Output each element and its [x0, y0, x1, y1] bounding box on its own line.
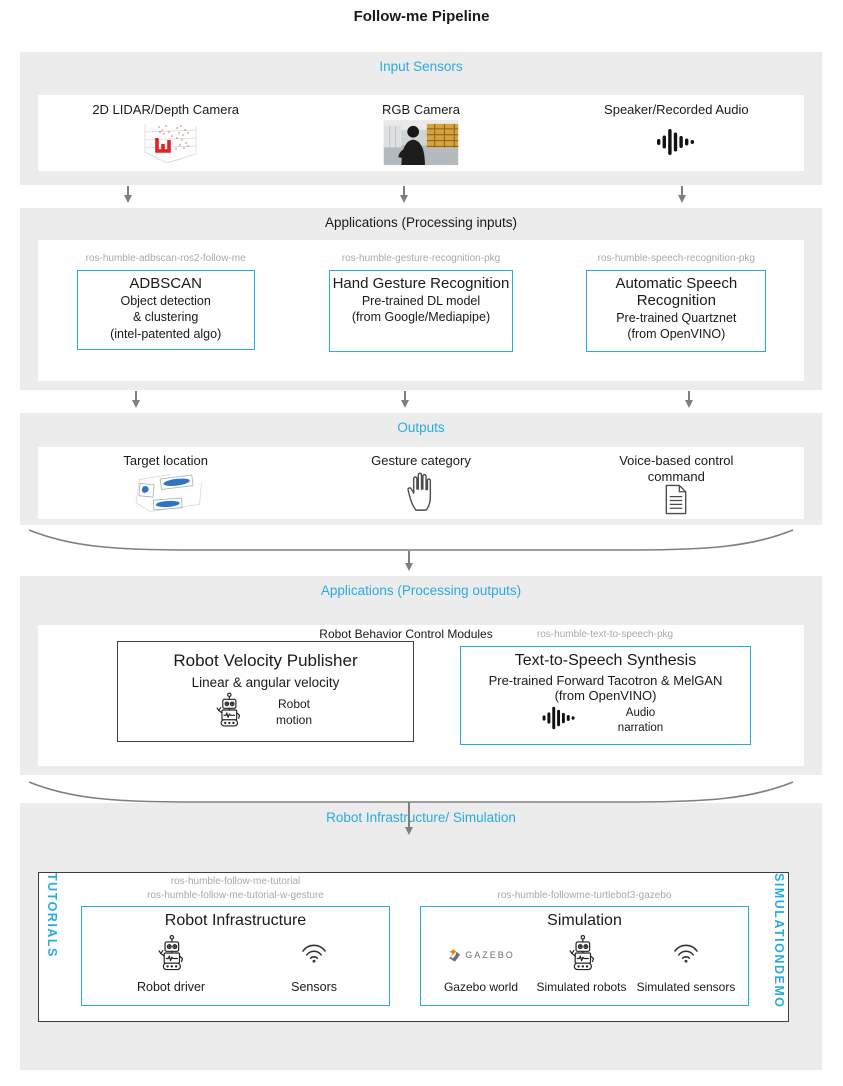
- module-line: (from Google/Mediapipe): [351, 310, 491, 325]
- robot-icon: [212, 692, 245, 733]
- output-target-location: [38, 447, 293, 519]
- package-label: ros-humble-gesture-recognition-pkg: [341, 253, 501, 264]
- processing-outputs-panel: [38, 625, 804, 766]
- flow-arrow: [135, 391, 137, 404]
- item-label: Simulated sensors: [636, 980, 736, 994]
- sensor-rgb-camera: [293, 95, 548, 171]
- icon-label: Audio narration: [617, 706, 664, 734]
- rgb-camera-image: [383, 120, 459, 170]
- infra-item-sensors: [291, 932, 337, 994]
- module-line: Pre-trained Quartznet: [616, 310, 737, 325]
- sensor-audio: [549, 95, 804, 171]
- output-label: Target location: [123, 453, 208, 468]
- simulation-demo-tab: [772, 873, 786, 1021]
- module-gesture-recognition: [293, 240, 548, 381]
- flow-arrow: [408, 802, 410, 831]
- simulation-label: SIMULATION: [772, 873, 786, 965]
- package-label: ros-humble-text-to-speech-pkg: [536, 629, 674, 640]
- item-label: Gazebo world: [443, 980, 519, 994]
- section-input-sensors: [20, 52, 822, 185]
- item-label: Robot driver: [137, 980, 206, 994]
- robot-icon: [154, 933, 188, 978]
- module-title: Simulation: [547, 912, 622, 929]
- robot-icon: [565, 933, 599, 978]
- flow-arrow: [681, 186, 683, 199]
- tutorials-tab: [45, 873, 59, 1021]
- gazebo-logo: [447, 948, 515, 963]
- section-processing-outputs: [20, 576, 822, 775]
- section-header: Applications (Processing outputs): [320, 583, 522, 598]
- module-text-to-speech: [460, 646, 751, 745]
- module-box: [77, 270, 255, 350]
- lidar-scatter-image: [133, 118, 199, 173]
- package-label: ros-humble-follow-me-tutorial: [170, 876, 301, 887]
- sensor-label: 2D LIDAR/Depth Camera: [92, 102, 239, 117]
- icon-label: Robot motion: [275, 696, 313, 727]
- section-infrastructure: [20, 803, 822, 1070]
- outputs-panel: [38, 447, 804, 519]
- module-subtitle: Linear & angular velocity: [191, 675, 340, 690]
- sensor-label: RGB Camera: [381, 102, 460, 117]
- module-title: Text-to-Speech Synthesis: [514, 652, 697, 669]
- sim-item-gazebo-world: [433, 932, 529, 994]
- infra-item-robot-driver: [137, 932, 205, 994]
- sensor-label: Speaker/Recorded Audio: [604, 102, 749, 117]
- output-label: Gesture category: [371, 453, 471, 468]
- package-label: ros-humble-follow-me-tutorial-w-gesture: [147, 890, 324, 901]
- sim-item-simulated-sensors: [634, 932, 738, 994]
- module-line: (from OpenVINO): [627, 327, 726, 342]
- output-label: Voice-based control command: [619, 453, 734, 484]
- output-voice-command: [549, 447, 804, 519]
- document-icon: [663, 484, 689, 520]
- item-label: Sensors: [291, 980, 337, 994]
- section-processing-inputs: [20, 208, 822, 390]
- module-title: Hand Gesture Recognition: [332, 275, 510, 292]
- section-header: Applications (Processing inputs): [324, 215, 518, 230]
- page-title: Follow-me Pipeline: [353, 8, 490, 25]
- package-label: ros-humble-adbscan-ros2-follow-me: [85, 253, 246, 264]
- module-title: ADBSCAN: [129, 275, 202, 292]
- sensor-lidar: [38, 95, 293, 171]
- flow-arrow: [127, 186, 129, 199]
- module-line: (intel-patented algo): [110, 327, 222, 342]
- audio-waveform-icon: [653, 127, 699, 162]
- converge-brace: [26, 779, 796, 805]
- module-line: & clustering: [133, 310, 199, 325]
- wifi-icon: [299, 941, 329, 969]
- hand-icon: [404, 469, 438, 517]
- converge-brace: [26, 527, 796, 553]
- section-header: Outputs: [397, 420, 445, 435]
- section-outputs: [20, 413, 822, 525]
- flow-arrow: [688, 391, 690, 404]
- package-label: ros-humble-followme-turtlebot3-gazebo: [497, 890, 672, 901]
- module-line: Object detection: [120, 293, 211, 308]
- input-sensors-panel: [38, 95, 804, 171]
- tutorials-label: TUTORIALS: [45, 873, 59, 958]
- module-title: Robot Velocity Publisher: [173, 651, 358, 670]
- gazebo-wordmark: GAZEBO: [465, 950, 515, 960]
- sim-item-simulated-robots: [532, 932, 632, 994]
- item-label: Simulated robots: [536, 980, 627, 994]
- module-title: Robot Infrastructure: [164, 912, 307, 929]
- flow-arrow: [404, 391, 406, 404]
- wifi-icon: [671, 941, 701, 969]
- audio-waveform-icon: [540, 705, 578, 736]
- module-simulation: [420, 906, 749, 1006]
- section-header: Robot Infrastructure/ Simulation: [326, 810, 516, 825]
- module-title: Automatic Speech Recognition: [615, 275, 738, 309]
- infrastructure-panel: [38, 872, 789, 1022]
- module-box: [586, 270, 766, 352]
- module-adbscan: [38, 240, 293, 381]
- processing-inputs-panel: [38, 240, 804, 381]
- module-subtitle2: (from OpenVINO): [554, 688, 657, 703]
- module-speech-recognition: [549, 240, 804, 381]
- module-subtitle: Pre-trained Forward Tacotron & MelGAN: [488, 673, 723, 688]
- flow-arrow: [408, 551, 410, 567]
- target-location-image: [122, 469, 210, 520]
- module-caption: Robot Behavior Control Modules: [319, 627, 493, 641]
- package-label: ros-humble-speech-recognition-pkg: [597, 253, 755, 264]
- section-header: Input Sensors: [379, 59, 463, 74]
- module-robot-velocity-publisher: [117, 641, 414, 742]
- module-box: [329, 270, 513, 352]
- output-gesture-category: [293, 447, 548, 519]
- demo-label: DEMO: [772, 964, 786, 1009]
- module-line: Pre-trained DL model: [361, 293, 481, 308]
- flow-arrow: [403, 186, 405, 199]
- module-robot-infrastructure: [81, 906, 390, 1006]
